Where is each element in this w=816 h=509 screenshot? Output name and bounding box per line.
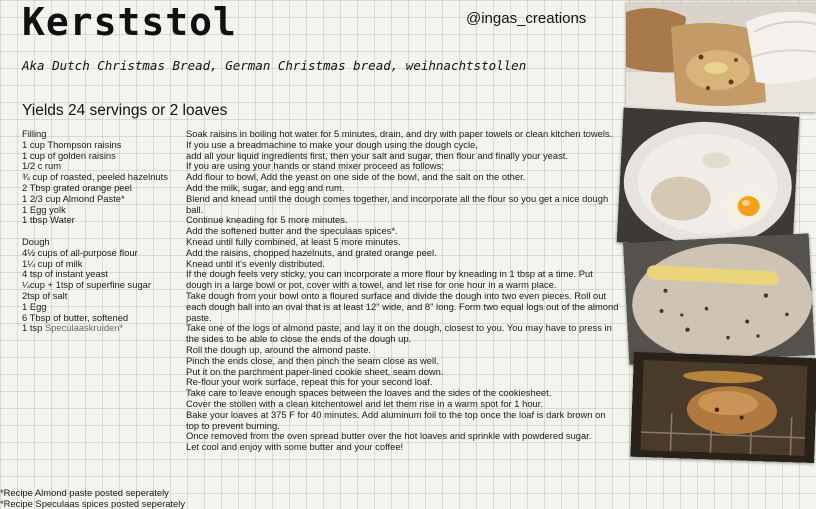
list-item: 1 cup Thompson raisins	[22, 138, 122, 150]
instruction-step: Blend and knead until the dough comes together, and incorporate all the flour so you get a nice dough ball.	[186, 192, 609, 215]
list-item: ¼cup + 1tsp of superfine sugar	[22, 279, 151, 291]
instruction-step: Cover the stollen with a clean kitchentowel and let them rise in a warm spot for 1 hour.	[186, 397, 543, 409]
flour-egg-bowl-photo	[617, 107, 800, 251]
list-item: 1 tbsp Water	[22, 214, 75, 226]
instruction-step: Take one of the logs of almond paste, and lay it on the dough, closest to you. You may have to press in the sides to be able to close the ends of the dough up.	[186, 322, 612, 345]
list-item: 1 Egg yolk	[22, 203, 66, 215]
instruction-step: Pinch the ends close, and then pinch the seam close as well.	[186, 354, 439, 366]
instruction-step: Add the raisins, chopped hazelnuts, and grated orange peel.	[186, 246, 437, 258]
instruction-step: Once removed from the oven spread butter over the hot loaves and sprinkle with powdered sugar.	[186, 430, 592, 442]
footnote: *Recipe Speculaas spices posted seperately	[0, 498, 186, 509]
instruction-step: Add the milk, sugar, and egg and rum.	[186, 181, 345, 193]
ingredient-name: Speculaaskruiden*	[44, 322, 124, 334]
list-item: 1 2/3 cup Almond Paste*	[22, 192, 125, 204]
author-handle: @ingas_creations	[466, 10, 587, 27]
instructions	[186, 129, 620, 453]
list-item: 6 Tbsp of butter, softened	[22, 311, 129, 323]
instruction-step: add all your liquid ingredients first, then your salt and sugar, then flour and finally your yeast.	[186, 149, 568, 161]
instruction-step: Bake your loaves at 375 F for 40 minutes. Add aluminum foil to the top once the loaf is dark brown on top to prevent burning.	[186, 408, 606, 431]
instruction-step: Add flour to bowl, Add the yeast on one side of the bowl, and the salt on the other.	[186, 171, 526, 183]
list-item: 2 Tbsp grated orange peel	[22, 181, 132, 193]
list-item: ¾ cup of roasted, peeled hazelnuts	[22, 171, 168, 183]
recipe-subtitle: Aka Dutch Christmas Bread, German Christmas bread, weihnachtstollen	[22, 58, 527, 73]
dough-items	[22, 248, 187, 324]
recipe-title: Kerststol	[22, 0, 237, 44]
list-item: 1 Egg	[22, 300, 47, 312]
instruction-step: Roll the dough up, around the almond paste.	[186, 343, 372, 355]
instruction-step: Take dough from your bowl onto a floured surface and divide the dough into two even pieces. Roll out each dough ball into an oval that is at least 12" wide, and 8" long. Form two equal logs out of the almond paste.	[186, 289, 619, 323]
list-item: 4½ cups of all-purpose flour	[22, 246, 138, 258]
footnote: *Recipe Almond paste posted seperately	[0, 487, 169, 498]
yields-label: Yields 24 servings or 2 loaves	[22, 102, 228, 119]
instruction-step: Take care to leave enough spaces between the loaves and the sides of the cookiesheet.	[186, 387, 552, 399]
instruction-step: Re-flour your work surface, repeat this for your second loaf.	[186, 376, 433, 388]
list-item: 1 cup of golden raisins	[22, 149, 116, 161]
baking-oven-photo	[630, 352, 816, 463]
dough-heading: Dough	[22, 235, 50, 247]
list-item	[22, 323, 187, 334]
instruction-step: Continue kneading for 5 more minutes.	[186, 214, 348, 226]
instruction-step: Knead until fully combined, at least 5 more minutes.	[186, 235, 401, 247]
list-item: 4 tsp of instant yeast	[22, 268, 108, 280]
filling-items	[22, 140, 187, 226]
ingredients-list	[22, 129, 187, 334]
instruction-step: Knead until it's evenly distributed.	[186, 257, 325, 269]
instruction-step: Put it on the parchment paper-lined cookie sheet, seam down.	[186, 365, 444, 377]
list-item: 2tsp of salt	[22, 289, 68, 301]
list-item: 1/2 c rum	[22, 160, 62, 172]
almond-paste-dough-photo	[623, 233, 815, 365]
ingredient-amount: 1 tsp	[22, 322, 45, 334]
instruction-step: If the dough feels very sticky, you can incorporate a more flour by kneading in 1 tbsp at a time. Put dough in a large bowl or pot, cover with a towel, and let rise for one hour in a warm place.	[186, 268, 593, 291]
instruction-step: Add the softened butter and the speculaas spices*.	[186, 225, 398, 237]
list-item: 1¼ cup of milk	[22, 257, 83, 269]
instruction-step: Let cool and enjoy with some butter and your coffee!	[186, 441, 404, 453]
instruction-step: If you use a breadmachine to make your dough using the dough cycle,	[186, 138, 478, 150]
footnotes	[0, 487, 185, 509]
filling-heading: Filling	[22, 128, 47, 139]
instruction-step: If you are using your hands or stand mixer proceed as follows:	[186, 160, 444, 172]
instruction-step: Soak raisins in boiling hot water for 5 minutes, drain, and dry with paper towels or clean kitchen towels.	[186, 128, 613, 139]
sliced-stollen-photo	[626, 2, 816, 112]
